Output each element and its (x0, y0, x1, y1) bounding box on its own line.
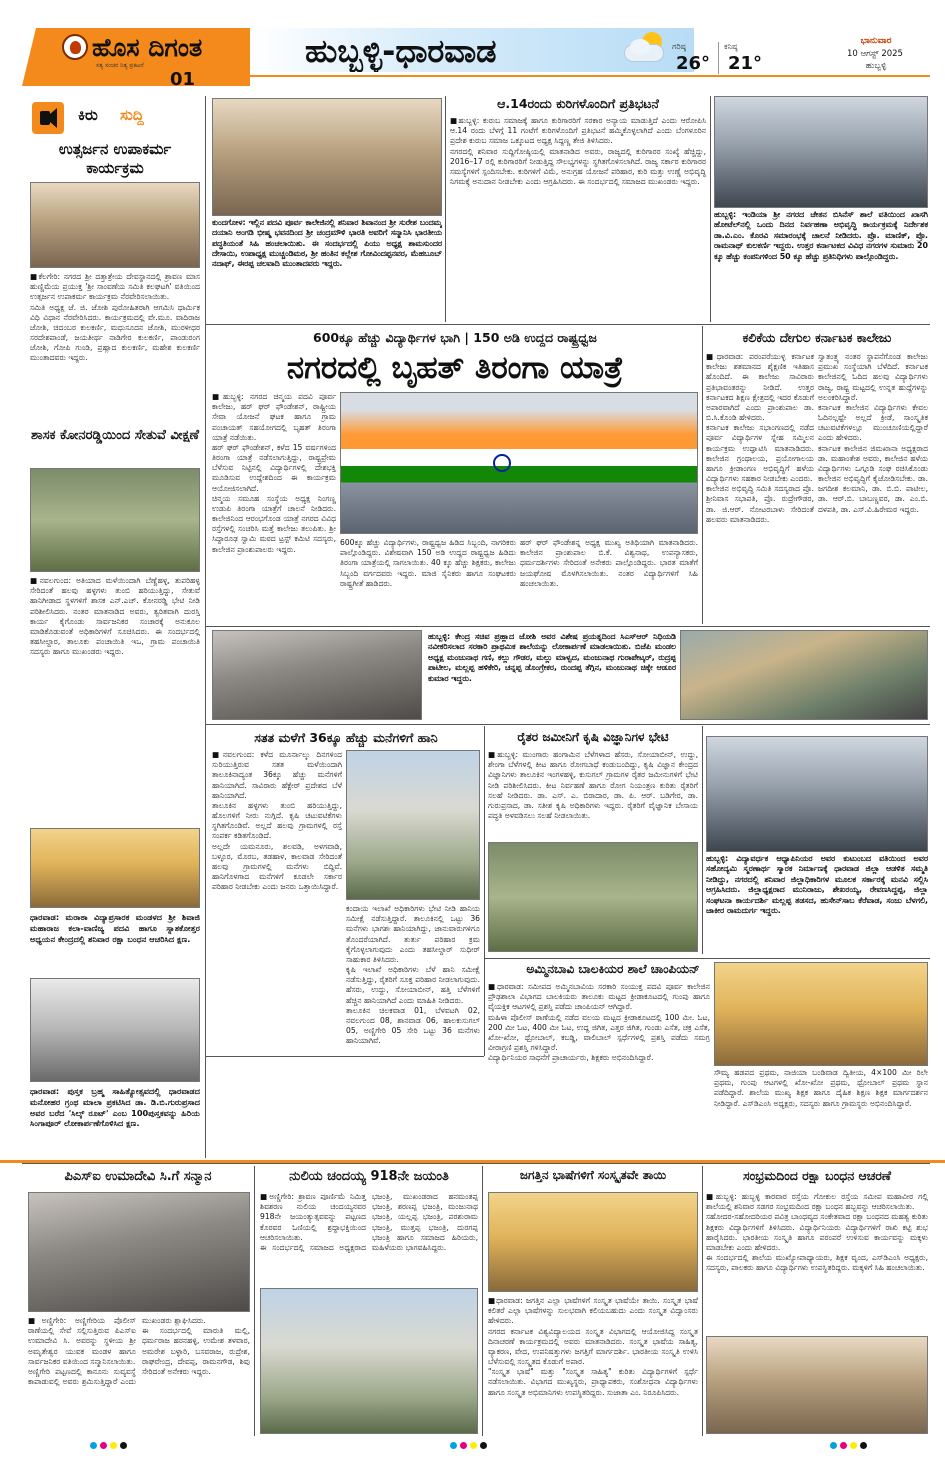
bottom-headline-1: ಪಿಎಸ್‌ಐ ಉಮಾದೇವಿ ಸಿ.ಗೆ ಸನ್ಮಾನ (64, 1169, 212, 1184)
logo-tagline: ಸತ್ಯ ಸಂಚರ ನಿತ್ಯ ಪ್ರಕಟನೆ (96, 62, 144, 69)
left-headline-2: ಶಾಸಕ ಕೋನರಡ್ಡಿಯಿಂದ ಸೇತುವೆ ವೀಕ್ಷಣೆ (30, 428, 200, 443)
weather-cloud-icon (620, 30, 670, 66)
photo-upakarma (30, 182, 200, 268)
logo-block (22, 28, 250, 86)
photo-memorial-petition (706, 736, 928, 852)
caption-school: ಹುಬ್ಬಳ್ಳಿ: ಕೇಂದ್ರ ಸಚಿವ ಪ್ರಹ್ಲಾದ ಜೋಶಿ ಅವರ ವಿಶೇಷ ಪ್ರಯತ್ನದಿಂದ ಸಿಎಸ್‌ಆರ್ ನಿಧಿಯಡಿ ನವೀಕರಿಸಲಾದ ಸರಕಾರಿ ಪ್ರಾಥಮಿಕ ಶಾಲೆಯನ್ನು ಲೋಕಾರ್ಪಣೆ ಮಾಡಲಾಯಿತು. ಬಿಜೆಪಿ ಮಂಡಲ ಅಧ್ಯಕ್ಷ ಮಂಜುನಾಥ ಗಣಿ, ಕಲ್ಲು ಗೌಡರ, ಮಲ್ಲು ಮಾಳ್ವದ, ಮಂಜುನಾಥ ಗುರಾಪೇಟ್ಕರ್, ರುದ್ರಪ್ಪ ಪಾಟೀಲ, ಮಲ್ಲಪ್ಪ ಹಳಿಕೇರಿ, ಚನ್ನಪ್ಪ ಡೊಂಗ್ರೇಕರ, ರುಂದಪ್ಪ ತೆಗ್ಗಿನ, ಮಂಜುನಾಥ ಚಿಕ್ಕೇ ಆಡೂರ ಕುಮಾರ ಇದ್ದರು. (428, 632, 676, 683)
photo-kundgol (212, 98, 442, 216)
male-story-2: ಕಂದಾಯ ಇಲಾಖೆ ಅಧಿಕಾರಿಗಳು ಭೇಟಿ ನೀಡಿ ಹಾನಿಯ ಸಮೀಕ್ಷೆ ನಡೆಸುತ್ತಿದ್ದಾರೆ. ತಾಲೂಕಿನಲ್ಲಿ ಒಟ್ಟು 36 ಮನೆಗಳು ಭಾಗಶಃ ಹಾನಿಯಾಗಿದ್ದು, ಜಾನುವಾರುಗಳಿಗೂ ತೊಂದರೆಯಾಗಿದೆ. ತುರ್ತು ಪರಿಹಾರ ಕ್ರಮ ಕೈಗೊಳ್ಳಲಾಗುವುದು ಎಂದು ತಹಸೀಲ್ದಾರ್ ಸುಧೀರ್ ಸಾಹುಕಾರ ತಿಳಿಸಿದರು. ಕೃಷಿ ಇಲಾಖೆ ಅಧಿಕಾರಿಗಳು ಬೆಳೆ ಹಾನಿ ಸಮೀಕ್ಷೆ ನಡೆಸುತ್ತಿದ್ದು, ರೈತರಿಗೆ ಸೂಕ್ತ ಪರಿಹಾರ ನೀಡಲಾಗುವುದು. ಹೆಸರು, ಉದ್ದು, ಸೋಯಾಬೀನ್, ಹತ್ತಿ ಬೆಳೆಗಳಿಗೆ ಹೆಚ್ಚಿನ ಹಾನಿಯಾಗಿದೆ ಎಂದು ಮಾಹಿತಿ ನೀಡಿದರು. ತಾಲೂಕಿನ ಚಿಲಕವಾಡ 01, ಬೆಳವಟಗಿ 02, ನವಲಗುಂದ 08, ಶಾನವಾಡ 06, ಹಾಲಕುಸುಗಲ್ 05, ಅಣ್ಣಿಗೇರಿ 05 ಸೇರಿ ಒಟ್ಟು 36 ಮನೆಗಳು ಹಾನಿಯಾಗಿವೆ. (346, 904, 480, 1046)
issue-day: ಭಾನುವಾರ (860, 36, 892, 46)
temp-min: 21° (728, 53, 763, 74)
amm-story-2: ಸೌಮ್ಯ ಹಡಪದ ಪ್ರಥಮ, ನಾಜಿಯಾ ಬಂಡಿವಾಡ ದ್ವಿತೀಯ, 4×100 ಮೀ ರಿಲೇ ಪ್ರಥಮ, ಗುಂಪು ಆಟಗಳಲ್ಲಿ ಖೋ-ಖೋ ಪ್ರಥಮ, ಥ್ರೋಬಾಲ್ ಪ್ರಥಮ ಸ್ಥಾನ ಪಡೆದಿದ್ದಾರೆ. ಶಾಲೆಯ ಮುಖ್ಯ ಶಿಕ್ಷಕ ಹಾಗೂ ದೈಹಿಕ ಶಿಕ್ಷಣ ಶಿಕ್ಷಕ ಮಾರ್ಗದರ್ಶನ ನೀಡಿದ್ದಾರೆ. ಎಸ್‌ಡಿಎಂಸಿ ಅಧ್ಯಕ್ಷರು, ಸದಸ್ಯರು ಹಾಗೂ ಗ್ರಾಮಸ್ಥರು ಅಭಿನಂದಿಸಿದ್ದಾರೆ. (714, 1068, 928, 1108)
left-caption-2: ಧಾರವಾಡ: ಪುಸ್ತಕ ಬ್ರಹ್ಮ ಸಾಹಿತ್ಯೋತ್ಸವದಲ್ಲಿ ಧಾರವಾಡದ ಮನೋಹರ ಗ್ರಂಥ ಮಾಲಾ ಪ್ರಕಟಿಸಿದ ಡಾ. ಡಿ.ಬಿ.ಗುರುಪ್ರಸಾದ ಅವರ ಬರೆದ 'ಸಿಲ್ಕ್ ರೂಟ್' ಎಂಬ 100ಪುಸ್ತಕವನ್ನು ಹಿರಿಯ ಸಿಂಗಾಪೂರ್ ಲೋಕಾರ್ಪಣೆಗೊಳಿಸಿದ ಕ್ಷಣ. (30, 1086, 200, 1129)
left-headline-1: ಉತ್ಸರ್ಜನ ಉಪಾಕರ್ಮ ಕಾರ್ಯಕ್ರಮ (58, 140, 172, 177)
photo-tiranga-rally (340, 392, 698, 534)
registration-marks-center (450, 1442, 487, 1449)
registration-marks-left (90, 1442, 127, 1449)
kalikeya-story-1: ■ಧಾರವಾಡ: ಪರಂಪರೆಯುಳ್ಳ ಕರ್ನಾಟಕ ಕಾಲೇಜು ಶತಮಾನದ ಶೈಕ್ಷಣಿಕ ಇತಿಹಾಸ ಹೊಂದಿದೆ. ಈ ಕಾಲೇಜು ಸಾವಿರಾರು ಪ್ರತಿಭಾವಂತರನ್ನು ನೀಡಿದೆ. ಉತ್ತರ ಕರ್ನಾಟಕದ ಶಿಕ್ಷಣ ಕ್ಷೇತ್ರದಲ್ಲಿ ಇದರ ಕೊಡುಗೆ ಅಪಾರವಾಗಿದೆ ಎಂದು ಪ್ರಾಂಶುಪಾಲ ಡಾ. ಬಿ.ಸಿ.ಕೊಂಡಿ ಹೇಳಿದರು. ಕರ್ನಾಟಕ ಕಾಲೇಜು ಸಭಾಂಗಣದಲ್ಲಿ ನಡೆದ ಪೂರ್ವ ವಿದ್ಯಾರ್ಥಿಗಳ ಸ್ನೇಹ ಸಮ್ಮಿಲನ ಕಾರ್ಯಕ್ರಮ ಉದ್ಘಾಟಿಸಿ ಮಾತನಾಡಿದರು. ಕಾಲೇಜಿನ ಗ್ರಂಥಾಲಯ, ಪ್ರಯೋಗಾಲಯ ಹಾಗೂ ಕ್ರೀಡಾಂಗಣ ಅಭಿವೃದ್ಧಿಗೆ ಹಳೆಯ ವಿದ್ಯಾರ್ಥಿಗಳು ಸಹಕಾರ ನೀಡಬೇಕು ಎಂದರು. ಕಾಲೇಜಿನ ಅಭಿವೃದ್ಧಿ ಸಮಿತಿ ಸದಸ್ಯರಾದ ಪ್ರೊ. ಶ್ರೀನಿವಾಸ ಸಭಾಪತಿ, ಪ್ರೊ. ರುದ್ರೇಗೌಡರ, ಡಾ. ಜಿ.ಆರ್. ನೋಟರಬಾಳು ಸೇರಿದಂತೆ ಹಲವರು ಮಾತನಾಡಿದರು. (706, 352, 814, 524)
kalikeya-story-2: ಸ್ವಾತಂತ್ರ್ಯ ನಂತರ ಸ್ಥಾಪನೆಗೊಂಡ ಕಾಲೇಜು ಪ್ರಮುಖ ಸಂಸ್ಥೆಯಾಗಿ ಬೆಳೆದಿದೆ. ಕರ್ನಾಟಕ ಕಾಲೇಜಿನಲ್ಲಿ ಓದಿದ ಹಲವು ವಿದ್ಯಾರ್ಥಿಗಳು ರಾಜ್ಯ, ರಾಷ್ಟ್ರ ಮಟ್ಟದಲ್ಲಿ ಉನ್ನತ ಹುದ್ದೆಗಳನ್ನು ಅಲಂಕರಿಸಿದ್ದಾರೆ. ಕರ್ನಾಟಕ ಕಾಲೇಜಿನ ವಿದ್ಯಾರ್ಥಿಗಳು ಕೇವಲ ಓದಿನಲ್ಲಷ್ಟೇ ಅಲ್ಲದೆ ಕ್ರೀಡೆ, ಸಾಂಸ್ಕೃತಿಕ ಚಟುವಟಿಕೆಗಳಲ್ಲೂ ಮುಂಚೂಣಿಯಲ್ಲಿದ್ದಾರೆ ಎಂದು ಹೇಳಿದರು. ಕರ್ನಾಟಕ ಕಾಲೇಜಿನ ಜಿಮಖಾನಾ ಅಧ್ಯಕ್ಷರಾದ ಡಾ. ಮಹಾಂತೇಶ ಅವರು, ಕಾಲೇಜಿನ ಹಳೆಯ ವಿದ್ಯಾರ್ಥಿಗಳು ಒಗ್ಗೂಡಿ ಸಂಘ ರಚಿಸಿಕೊಂಡು ಕಾಲೇಜಿನ ಅಭಿವೃದ್ಧಿಗೆ ಕೈಜೋಡಿಸಬೇಕು. ಡಾ. ಜಗದೀಶ ಕಲಮಾನಿ, ಡಾ. ಬಿ.ಬಿ. ಪಾಟೀಲ, ಡಾ. ಆರ್.ಬಿ. ಬಾಬಣ್ಣವರ, ಡಾ. ಎಂ.ಬಿ. ದಳಪತಿ, ಡಾ. ಎಸ್.ವಿ.ಹಿರೇಮಠ ಇದ್ದರು. (818, 352, 928, 514)
kirusuddi-label2: ಸುದ್ದಿ (120, 106, 144, 124)
kirusuddi-tag (28, 98, 198, 138)
photo-bridge (30, 468, 200, 572)
photo-sports-girls (714, 962, 928, 1066)
bottom-story-4: ■ಹುಬ್ಬಳ್ಳಿ: ಹುಬ್ಬಳ್ಳಿ ಕಾರವಾರ ರಸ್ತೆಯ ಗೋಕುಲ ರಸ್ತೆಯ ಸಮೀಪ ಮಹಾವೀರ ಗಲ್ಲಿ ಶಾಲೆಯಲ್ಲಿ ಶನಿವಾರ ಸಡಗರ ಸಂಭ್ರಮದಿಂದ ರಕ್ಷಾ ಬಂಧನ ಹಬ್ಬವನ್ನು ಆಚರಿಸಲಾಯಿತು. ಸಹೋದರ-ಸಹೋದರಿಯರ ಪವಿತ್ರ ಬಾಂಧವ್ಯದ ಸಂಕೇತವಾದ ರಕ್ಷಾ ಬಂಧನದ ಮಹತ್ವ ಕುರಿತು ಶಿಕ್ಷಕರು ವಿದ್ಯಾರ್ಥಿಗಳಿಗೆ ತಿಳಿಸಿದರು. ವಿದ್ಯಾರ್ಥಿನಿಯರು ವಿದ್ಯಾರ್ಥಿಗಳಿಗೆ ರಾಖಿ ಕಟ್ಟಿ ಶುಭ ಹಾರೈಸಿದರು. ಭಾರತೀಯ ಸಂಸ್ಕೃತಿ ಹಾಗೂ ಪರಂಪರೆ ಉಳಿಸುವ ಕಾರ್ಯವನ್ನು ಮಕ್ಕಳು ಮಾಡಬೇಕು ಎಂದು ಹೇಳಿದರು. ಈ ಸಂದರ್ಭದಲ್ಲಿ ಶಾಲೆಯ ಮುಖ್ಯೋಪಾಧ್ಯಾಯರು, ಶಿಕ್ಷಕ ವೃಂದ, ಎಸ್‌ಡಿಎಂಸಿ ಅಧ್ಯಕ್ಷರು, ಸದಸ್ಯರು, ಪಾಲಕರು ಹಾಗೂ ವಿದ್ಯಾರ್ಥಿಗಳು ಉಪಸ್ಥಿತರಿದ್ದರು. ಮಕ್ಕಳಿಗೆ ಸಿಹಿ ಹಂಚಲಾಯಿತು. (706, 1192, 928, 1273)
photo-classroom (212, 630, 422, 720)
page-number: 01 (170, 69, 196, 86)
registration-marks-right (830, 1442, 867, 1449)
speaker-icon (32, 102, 64, 134)
caption-business-school: ಹುಬ್ಬಳ್ಳಿ: ಇಂಡಿಯಾ ಶ್ರೀ ನಗರದ ಚೇತನ ಬಿಸಿನೆಸ್ ಶಾಲೆ ವತಿಯಿಂದ ಖಾಸಗಿ ಹೋಟೆಲ್‌ನಲ್ಲಿ ಒಂದು ದಿನದ ನಿರ್ವಹಣಾ ಅಭಿವೃದ್ಧಿ ಕಾರ್ಯಕ್ರಮಕ್ಕೆ ನಿರ್ದೇಶಕ ಡಾ.ವಿ.ಎಂ. ಕೊರವಿ ಸಮಾರಂಭಕ್ಕೆ ಚಾಲನೆ ನೀಡಿದರು. ಪ್ರೊ. ಮಾಣಿಕ್, ಪ್ರೊ. ರಾಮನಾಥ್ ಕುಲಕರ್ಣಿ ಇದ್ದರು. ಉತ್ತರ ಕರ್ನಾಟಕದ ವಿವಿಧ ನಗರಗಳ ಸುಮಾರು 20 ಕ್ಕೂ ಹೆಚ್ಚು ಕಂಪನಿಗಳಿಂದ 50 ಕ್ಕೂ ಹೆಚ್ಚು ಪ್ರತಿನಿಧಿಗಳು ಪಾಲ್ಗೊಂಡಿದ್ದರು. (714, 210, 928, 261)
male-story-1: ■ನವಲಗುಂದ: ಕಳೆದ ಮೂರ್ನಾಲ್ಕು ದಿನಗಳಿಂದ ಸುರಿಯುತ್ತಿರುವ ಸತತ ಮಳೆಯಿಂದಾಗಿ ತಾಲೂಕಿನಾದ್ಯಂತ 36ಕ್ಕೂ ಹೆಚ್ಚು ಮನೆಗಳಿಗೆ ಹಾನಿಯಾಗಿದೆ. ಸಾವಿರಾರು ಹೆಕ್ಟೇರ್ ಪ್ರದೇಶದ ಬೆಳೆ ಹಾನಿಯಾಗಿದೆ. ತಾಲೂಕಿನ ಹಳ್ಳಗಳು ತುಂಬಿ ಹರಿಯುತ್ತಿದ್ದು, ಹೊಲಗಳಿಗೆ ನೀರು ನುಗ್ಗಿದೆ. ಕೃಷಿ ಚಟುವಟಿಕೆಗಳು ಸ್ಥಗಿತಗೊಂಡಿವೆ. ಅಲ್ಲದೆ ಹಲವು ಗ್ರಾಮಗಳಲ್ಲಿ ರಸ್ತೆ ಸಂಪರ್ಕ ಕಡಿತಗೊಂಡಿದೆ. ಅಲ್ಲದೇ ಯಮನೂರು, ಶಲವಡಿ, ಅಳಗವಾಡಿ, ಬಳ್ಳೂರ, ಮೊರಬ, ತಡಹಾಳ, ಕಾಲವಾಡ ಸೇರಿದಂತೆ ಹಲವು ಗ್ರಾಮಗಳಲ್ಲಿ ಮನೆಗಳು ಬಿದ್ದಿವೆ. ಹಾನಿಗೊಳಗಾದ ಮನೆಗಳಿಗೆ ಕೂಡಲೇ ಸರ್ಕಾರ ಪರಿಹಾರ ನೀಡಬೇಕು ಎಂದು ಜನರು ಒತ್ತಾಯಿಸಿದ್ದಾರೆ. (212, 750, 342, 892)
photo-rain-street (346, 750, 480, 900)
bottom-story-3: ■ಧಾರವಾಡ: ಜಗತ್ತಿನ ಎಲ್ಲಾ ಭಾಷೆಗಳಿಗೆ ಸಂಸ್ಕೃತ ಭಾಷೆಯೇ ತಾಯಿ. ಸಂಸ್ಕೃತ ಭಾಷೆ ಕಲಿತರೆ ಎಲ್ಲಾ ಭಾಷೆಗಳನ್ನು ಸುಲಭವಾಗಿ ಕಲಿಯಬಹುದು ಎಂದು ಸಂಸ್ಕೃತ ವಿದ್ವಾಂಸರು ಹೇಳಿದರು. ನಗರದ ಕರ್ನಾಟಕ ವಿಶ್ವವಿದ್ಯಾಲಯದ ಸಂಸ್ಕೃತ ವಿಭಾಗದಲ್ಲಿ ಆಯೋಜಿಸಿದ್ದ ಸಂಸ್ಕೃತ ದಿನಾಚರಣೆ ಕಾರ್ಯಕ್ರಮದಲ್ಲಿ ಅವರು ಮಾತನಾಡಿದರು. ಸಂಸ್ಕೃತ ಭಾಷೆಯ ಸಾಹಿತ್ಯ, ವ್ಯಾಕರಣ, ವೇದ, ಉಪನಿಷತ್ತುಗಳು ಜಗತ್ತಿಗೆ ಮಾರ್ಗದರ್ಶಿ. ಭಾರತೀಯ ಸಂಸ್ಕೃತಿ ಉಳಿಸಿ ಬೆಳೆಸುವಲ್ಲಿ ಸಂಸ್ಕೃತದ ಕೊಡುಗೆ ಅಪಾರ. "ಸಂಸ್ಕೃತ ಭಾಷೆ" ಮತ್ತು "ಸಂಸ್ಕೃತ ಸಾಹಿತ್ಯ" ಕುರಿತು ವಿದ್ಯಾರ್ಥಿಗಳಿಗೆ ಸ್ಪರ್ಧೆ ನಡೆಸಲಾಯಿತು. ವಿಭಾಗದ ಮುಖ್ಯಸ್ಥರು, ಪ್ರಾಧ್ಯಾಪಕರು, ಸಂಶೋಧನಾ ವಿದ್ಯಾರ್ಥಿಗಳು ಹಾಗೂ ಸಂಸ್ಕೃತ ಅಭಿಮಾನಿಗಳು ಉಪಸ್ಥಿತರಿದ್ದರು. ಸುಜಾತಾ ಎಂ. ನಿರೂಪಿಸಿದರು. (488, 1296, 698, 1397)
photo-book-release (30, 978, 200, 1082)
temp-min-label: ಕನಿಷ್ಠ (724, 42, 738, 51)
edition-title: ಹುಬ್ಬಳ್ಳಿ-ಧಾರವಾಡ (305, 32, 497, 70)
tiranga-story-3: ಹರ್ ಘರ್ ಫೌಂಡೇಶನ್ನ ಅಧ್ಯಕ್ಷ ಮುಖ್ಯ ಅತಿಥಿಯಾಗಿ ಮಾತನಾಡಿದರು. ಕಾಲೇಜಿನ ಪ್ರಾಂಶುಪಾಲ ಬಿ.ಕೆ. ವಿಶ್ವನಾಥ, ಉಪನ್ಯಾಸಕರು, ಧರ್ಮದರ್ಶಿಗಳು ಸೇರಿದಂತೆ ಅನೇಕರು ಪಾಲ್ಗೊಂಡಿದ್ದರು. ಭಾರತ ಮಾತೆಗೆ ಜಯಘೋಷ ಮೊಳಗಿಸಲಾಯಿತು. ನಂತರ ವಿದ್ಯಾರ್ಥಿಗಳಿಗೆ ಸಿಹಿ ಹಂಚಲಾಯಿತು. (520, 538, 698, 588)
kalikeya-headline: ಕಲಿಕೆಯ ದೇಗುಲ ಕರ್ನಾಟಕ ಕಾಲೇಜು (742, 330, 892, 345)
male-headline: ಸತತ ಮಳೆಗೆ 36ಕ್ಕೂ ಹೆಚ್ಚು ಮನೆಗಳಿಗೆ ಹಾನಿ (254, 730, 438, 745)
masthead-rule (250, 75, 930, 77)
photo-sanskrit-day (488, 1192, 698, 1292)
photo-rakhi-school (706, 1336, 928, 1434)
bottom-headline-3: ಜಗತ್ತಿನ ಭಾಷೆಗಳಿಗೆ ಸಂಸ್ಕೃತವೇ ತಾಯಿ (519, 1168, 667, 1182)
bottom-headline-4: ಸಂಭ್ರಮದಿಂದ ರಕ್ಷಾ ಬಂಧನ ಆಚರಣೆ (742, 1168, 891, 1183)
caption-memorial: ಹುಬ್ಬಳ್ಳಿ: ವಿದ್ಯಾವರ್ಧಕ ಆಧ್ಯಾಪಿನಿಯರ ಅವರ ಕುಟುಂಬದ ವತಿಯಿಂದ ಅವರ ಸಹೋದ್ಯಮಿ ಸ್ಮರಣಾರ್ಥ ಸ್ಮಾರಕ ನಿರ್ಮಾಣಕ್ಕೆ ಧಾರವಾಡ ಜಿಲ್ಲಾ ಆಡಳಿತ ಸಮ್ಮತಿ ನೀಡಿದ್ದು, ನಗರದಲ್ಲಿ ಶನಿವಾರ ಜಿಲ್ಲಾಧಿಕಾರಿಗಳ ಮೂಲಕ ಸರ್ಕಾರಕ್ಕೆ ಮನವಿ ಸಲ್ಲಿಸಿ ಆಗ್ರಹಿಸಿದರು. ಜಿಲ್ಲಾಧ್ಯಕ್ಷರಾದ ಮುನಿರಾಜು, ಶೇಖರಯ್ಯ, ರೇವಣಸಿದ್ದಪ್ಪ, ಜಿಲ್ಲಾ ಸಂಘಟನಾ ಕಾರ್ಯದರ್ಶಿ ಮಲ್ಲಪ್ಪ ತಡಸದ, ಹುಸೇನ್‌ಸಾಬ ಕೆರೆವಾಡ, ಸಂಜು ಬೆಳಗಲಿ, ಜಾಕೀರ ರಾಮದುರ್ಗ ಇದ್ದರು. (706, 854, 928, 916)
story-kuri: ■ಹುಬ್ಬಳ್ಳಿ: ಕುರುಬ ಸಮಾಜಕ್ಕೆ ಹಾಗೂ ಕುರಿಗಾರರಿಗೆ ಸರಕಾರ ಅನ್ಯಾಯ ಮಾಡುತ್ತಿದೆ ಎಂದು ಆರೋಪಿಸಿ ಆ.14 ರಂದು ಬೆಳಗ್ಗೆ 11 ಗಂಟೆಗೆ ಕುರಿಗಳೊಂದಿಗೆ ಪ್ರತಿಭಟನೆ ಹಮ್ಮಿಕೊಳ್ಳಲಾಗಿದೆ ಎಂದು ಬೆಂಗಳೂರಿನ ಪ್ರದೇಶ ಕುರುಬ ಸಮಾಜ ಒಕ್ಕೂಟದ ಅಧ್ಯಕ್ಷ ಸಿದ್ದಣ್ಣ ತೇಜಿ ತಿಳಿಸಿದರು. ನಗರದಲ್ಲಿ ಶನಿವಾರ ಸುದ್ದಿಗೋಷ್ಠಿಯಲ್ಲಿ ಮಾತನಾಡಿದ ಅವರು, ರಾಜ್ಯದಲ್ಲಿ ಕುರಿಗಾರರ ಸಂಖ್ಯೆ ಹೆಚ್ಚಿದ್ದು, 2016–17 ರಲ್ಲಿ ಕುರಿಗಾರರಿಗೆ ನೀಡುತ್ತಿದ್ದ ಸೌಲಭ್ಯಗಳನ್ನು ಸ್ಥಗಿತಗೊಳಿಸಲಾಗಿದೆ. ರಾಜ್ಯ ಸರ್ಕಾರ ಕುರಿಗಾರರ ಸಮಸ್ಯೆಗಳಿಗೆ ಸ್ಪಂದಿಸಬೇಕು. ಕುರಿಗಳಿಗೆ ವಿಮೆ, ಅನುಗ್ರಹ ಯೋಜನೆ ಪರಿಹಾರ, ಕುರಿ ಮತ್ತು ಉಣ್ಣೆ ಅಭಿವೃದ್ಧಿ ನಿಗಮಕ್ಕೆ ಅನುದಾನ ನೀಡಬೇಕು ಎಂದು ಆಗ್ರಹಿಸಿದರು. ಈ ಸಂದರ್ಭದಲ್ಲಿ ಸಮಾಜದ ಮುಖಂಡರು ಇದ್ದರು. (450, 116, 706, 187)
photo-kalikeya-group (680, 630, 928, 720)
issue-city: ಹುಬ್ಬಳ್ಳಿ (865, 61, 887, 71)
photo-farm-visit (488, 842, 698, 952)
raita-story: ■ಹುಬ್ಬಳ್ಳಿ: ಮುಂಗಾರು ಹಂಗಾಮಿನ ಬೆಳೆಗಳಾದ ಹೆಸರು, ಸೋಯಾಬೀನ್, ಉದ್ದು, ಶೇಂಗಾ ಬೆಳೆಗಳಲ್ಲಿ ಕೀಟ ಹಾಗೂ ರೋಗಬಾಧೆ ಕಂಡುಬಂದಿದ್ದು, ಕೃಷಿ ವಿಜ್ಞಾನ ಕೇಂದ್ರದ ವಿಜ್ಞಾನಿಗಳು ತಾಲೂಕಿನ ಇಂಗಳಹಳ್ಳಿ, ಕುಸುಗಲ್ ಗ್ರಾಮಗಳ ರೈತರ ಜಮೀನುಗಳಿಗೆ ಭೇಟಿ ನೀಡಿ ಪರಿಶೀಲಿಸಿದರು. ಕೀಟ ನಿರ್ವಹಣೆ ಹಾಗೂ ರೋಗ ನಿಯಂತ್ರಣ ಕುರಿತು ರೈತರಿಗೆ ಸಲಹೆ ನೀಡಿದರು. ಡಾ. ಎಸ್. ಎ. ಬಿರಾದಾರ, ಡಾ. ಪಿ. ಆರ್. ಬಡಿಗೇರ, ಡಾ. ಗುರುಪ್ರಸಾದ, ಡಾ. ಸತೀಶ ಕೃಷಿ ಅಧಿಕಾರಿಗಳು ಇದ್ದರು. ರೈತರಿಗೆ ವೈಜ್ಞಾನಿಕ ಬೇಸಾಯ ಪದ್ಧತಿ ಅಳವಡಿಸಲು ಸಲಹೆ ನೀಡಲಾಯಿತು. (488, 750, 698, 821)
temp-max: 26° (676, 53, 711, 74)
raita-headline: ರೈತರ ಜಮೀನಿಗೆ ಕೃಷಿ ವಿಜ್ಞಾನಿಗಳ ಭೇಟಿ (517, 730, 669, 744)
headline-kuri: ಆ.14ರಂದು ಕುರಿಗಳೊಂದಿಗೆ ಪ್ರತಿಭಟನೆ (497, 96, 659, 111)
bottom-story-1: ■ಅಣ್ಣಿಗೇರಿ: ಅಣ್ಣಿಗೇರಿಯ ಪೊಲೀಸ್ ಠಾಣೆಯಲ್ಲಿ ಸೇವೆ ಸಲ್ಲಿಸುತ್ತಿರುವ ಪಿಎಸ್‌ಐ ಉಮಾದೇವಿ ಸಿ. ಅವರನ್ನು ಸ್ಥಳೀಯ ಶ್ರೀ ಅಮೃತೇಶ್ವರ ಯುವಕ ಮಂಡಳ ಹಾಗೂ ಸಾರ್ವಜನಿಕರ ವತಿಯಿಂದ ಸನ್ಮಾನಿಸಲಾಯಿತು. ಅಣ್ಣಿಗೇರಿ ಪಟ್ಟಣದಲ್ಲಿ ಕಾನೂನು ಸುವ್ಯವಸ್ಥೆ ಕಾಪಾಡುವಲ್ಲಿ ಅವರು ಶ್ರಮಿಸುತ್ತಿದ್ದಾರೆ ಎಂದು ಮುಖಂಡರು ಶ್ಲಾಘಿಸಿದರು. ಈ ಸಂದರ್ಭದಲ್ಲಿ ಮಾರುತಿ ಮಲ್ಲಿ, ಧರ್ಮರಾಜ ಹರನಹಳ್ಳಿ, ಉಮೇಶ ತಳವಾರ, ಅಮರೇಶ ಬಳ್ಳಾರಿ, ಬಸವರಾಜ, ರುದ್ರೇಶ, ರಾಘವೇಂದ್ರ, ದೇವಪ್ಪ, ರಾಮನಗೌಡ, ಶಿವು ಸೇರಿದಂತೆ ಅನೇಕರು ಇದ್ದರು. (28, 1316, 250, 1387)
caption-kundgol: ಕುಂದಗೋಳ: ಇಲ್ಲಿನ ಪದವಿ ಪೂರ್ವ ಕಾಲೇಜಿನಲ್ಲಿ ಶನಿವಾರ ಶಿವಾನಂದ ಶ್ರೀ ಸುರೇಶ ಬಂದಮ್ಮ ದಯಾನಿ ಅಂಗಡಿ ಭೀಷ್ಮ ಭವನದಿಂದ ಶ್ರೀ ಚಂದ್ರಮೌಳಿ ಭಾರತಿ ಅವರಿಗೆ ಸನ್ಮಾನಿಸಿ ಭಾರತೀಯ ಪದ್ಧತಿಯಂತೆ ಸಿಹಿ ಹಂಚಲಾಯಿತು. ಈ ಸಂದರ್ಭದಲ್ಲಿ ಪಿಯು ಅಧ್ಯಕ್ಷ ಶಾಮಸುಂದರ ದೇಸಾಯಿ, ಉಪಾಧ್ಯಕ್ಷ ಮುಚ್ಚಂಡಿಮಠ, ಶ್ರೀ ಹಂತಿನ ಕಲ್ಲೇಶ ಗೋವಿಂದಪ್ಪನವರ, ಮೆಹಬೂಬ್ ನದಾಫ್, ಈರಪ್ಪ ಚಲವಾದಿ ಮುಂತಾದವರು ಇದ್ದರು. (212, 218, 442, 269)
left-caption-1: ಧಾರವಾಡ: ಮರಾಠಾ ವಿದ್ಯಾಪ್ರಸಾರಕ ಮಂಡಳದ ಶ್ರೀ ಶಿವಾಜಿ ಮಹಾರಾಜ ಕಲಾ-ವಾಣಿಜ್ಯ ಪದವಿ ಹಾಗೂ ಸ್ನಾತಕೋತ್ತರ ಅಧ್ಯಯನ ಕೇಂದ್ರದಲ್ಲಿ ಶನಿವಾರ ರಕ್ಷಾ ಬಂಧನ ಆಚರಿಸಿದ ಕ್ಷಣ. (30, 912, 200, 944)
bottom-story-2: ■ಅಣ್ಣಿಗೇರಿ: ಶ್ರಾವಣ ಪೂರ್ಣಿಮೆ ನಿಮಿತ್ತ ಶಿವಶರಣ ನುಲಿಯ ಚಂದಯ್ಯನವರ 918ನೇ ಜಯಂತ್ಯುತ್ಸವವನ್ನು ಪಟ್ಟಣದ ಕೊರವರ ಓಣಿಯಲ್ಲಿ ಶ್ರದ್ಧಾಭಕ್ತಿಯಿಂದ ಆಚರಿಸಲಾಯಿತು. ಈ ಸಂದರ್ಭದಲ್ಲಿ ಸಮಾಜದ ಅಧ್ಯಕ್ಷರಾದ ಭಜಂತ್ರಿ, ಮುಖಂಡರಾದ ಹನಮಂತಪ್ಪ ಭಜಂತ್ರಿ, ಶರಣಪ್ಪ ಭಜಂತ್ರಿ, ಮಂಜುನಾಥ ಭಜಂತ್ರಿ, ಯಲ್ಲಪ್ಪ ಭಜಂತ್ರಿ, ಪರಶುರಾಮ ಭಜಂತ್ರಿ, ಮುತ್ತಪ್ಪ ಭಜಂತ್ರಿ, ದುರಗಪ್ಪ ಭಜಂತ್ರಿ ಹಾಗೂ ಸಮಾಜದ ಹಿರಿಯರು, ಮಹಿಳೆಯರು ಭಾಗವಹಿಸಿದ್ದರು. (260, 1192, 478, 1252)
photo-business-school (714, 96, 928, 208)
temp-max-label: ಗರಿಷ್ಠ (672, 42, 686, 51)
tiranga-headline: ನಗರದಲ್ಲಿ ಬೃಹತ್ ತಿರಂಗಾ ಯಾತ್ರೆ (286, 350, 624, 386)
ashoka-chakra-icon (493, 454, 511, 472)
amm-story: ■ಧಾರವಾಡ: ಸಮೀಪದ ಅಮ್ಮಿನಬಾವಿಯ ಸರಕಾರಿ ಸಂಯುಕ್ತ ಪದವಿ ಪೂರ್ವ ಕಾಲೇಜಿನ ಪ್ರೌಢಶಾಲಾ ವಿಭಾಗದ ಬಾಲಕಿಯರು ತಾಲೂಕು ಮಟ್ಟದ ಕ್ರೀಡಾಕೂಟದಲ್ಲಿ ಗುಂಪು ಹಾಗೂ ವೈಯಕ್ತಿಕ ಆಟಗಳಲ್ಲಿ ಪ್ರಶಸ್ತಿ ಪಡೆದು ಚಾಂಪಿಯನ್ ಆಗಿದ್ದಾರೆ. ಮಹಿಳಾ ಪೊಲೀಸ್ ಠಾಣೆಯಲ್ಲಿ ನಡೆದ ವಲಯ ಮಟ್ಟದ ಕ್ರೀಡಾಕೂಟದಲ್ಲಿ 100 ಮೀ. ಓಟ, 200 ಮೀ ಓಟ, 400 ಮೀ ಓಟ, ಉದ್ದ ಜಿಗಿತ, ಎತ್ತರ ಜಿಗಿತ, ಗುಂಡು ಎಸೆತ, ಚಕ್ರ ಎಸೆತ, ಖೋ-ಖೋ, ಥ್ರೋಬಾಲ್, ಕಬಡ್ಡಿ, ವಾಲಿಬಾಲ್ ಸ್ಪರ್ಧೆಗಳಲ್ಲಿ ಪ್ರಶಸ್ತಿ ಪಡೆದು ಸಮಗ್ರ ವೀರಾಗ್ರಣಿ ಪ್ರಶಸ್ತಿ ಗಳಿಸಿದ್ದಾರೆ. ವಿದ್ಯಾರ್ಥಿನಿಯರ ಸಾಧನೆಗೆ ಪ್ರಾಚಾರ್ಯರು, ಶಿಕ್ಷಕರು ಅಭಿನಂದಿಸಿದ್ದಾರೆ. (488, 982, 710, 1063)
tiranga-story-2: 600ಕ್ಕೂ ಹೆಚ್ಚು ವಿದ್ಯಾರ್ಥಿಗಳು, ರಾಷ್ಟ್ರಧ್ವಜ ಹಿಡಿದ ಸಿಬ್ಬಂದಿ, ನಾಗರಿಕರು ಪಾಲ್ಗೊಂಡಿದ್ದರು. ವಿಶೇಷವಾಗಿ 150 ಅಡಿ ಉದ್ದದ ರಾಷ್ಟ್ರಧ್ವಜ ಹಿಡಿದು ತಿರಂಗಾ ಯಾತ್ರೆಯಲ್ಲಿ ಸಾಗಲಾಯಿತು. 40 ಕ್ಕೂ ಹೆಚ್ಚು ಶಿಕ್ಷಕರು, ಕಾಲೇಜು ಸಿಬ್ಬಂದಿ ವರ್ಗದವರು ಇದ್ದರು. ಮಾಜಿ ಸೈನಿಕರು ಹಾಗೂ ಸಂಘಟಕರು ರಾಷ್ಟ್ರಗೀತೆ ಹಾಡಿದರು. (340, 538, 516, 588)
photo-psi-honor (28, 1192, 250, 1312)
photo-rakhi-college (30, 828, 200, 908)
masthead (0, 0, 945, 92)
tiranga-kicker: 600ಕ್ಕೂ ಹೆಚ್ಚು ವಿದ್ಯಾರ್ಥಿಗಳ ಭಾಗಿ | 150 ಅಡಿ ಉದ್ದದ ರಾಷ್ಟ್ರಧ್ವಜ (313, 330, 597, 345)
tiranga-story-1: ■ಹುಬ್ಬಳ್ಳಿ: ನಗರದ ಚಿನ್ಮಯ ಪದವಿ ಪೂರ್ವ ಕಾಲೇಜು, ಹರ್ ಘರ್ ಫೌಂಡೇಶನ್, ರಾಷ್ಟ್ರೀಯ ಸೇವಾ ಯೋಜನೆ ಘಟಕ ಹಾಗೂ ಗ್ರಾಮ ಪಂಚಾಯತ್ ಸಹಯೋಗದಲ್ಲಿ ಬೃಹತ್ ತಿರಂಗಾ ಯಾತ್ರೆ ನಡೆಯಿತು. ಹರ್ ಘರ್ ಫೌಂಡೇಶನ್, ಕಳೆದ 15 ವರ್ಷಗಳಿಂದ ತಿರಂಗಾ ಯಾತ್ರೆ ನಡೆಸಲಾಗುತ್ತಿದ್ದು, ರಾಷ್ಟ್ರಪ್ರೇಮ ಬೆಳೆಸುವ ನಿಟ್ಟಿನಲ್ಲಿ ವಿದ್ಯಾರ್ಥಿಗಳಲ್ಲಿ ದೇಶಭಕ್ತಿ ಮೂಡಿಸುವ ಉದ್ದೇಶದಿಂದ ಈ ಕಾರ್ಯಕ್ರಮ ಆಯೋಜಿಸಲಾಗಿದೆ. ಚಿನ್ಮಯ ಸಮೂಹ ಸಂಸ್ಥೆಯ ಅಧ್ಯಕ್ಷ ನಿಂಗಣ್ಣ ಉಡುಪಿ ತಿರಂಗಾ ಯಾತ್ರೆಗೆ ಚಾಲನೆ ನೀಡಿದರು. ಕಾಲೇಜಿನಿಂದ ಆರಂಭಗೊಂಡ ಯಾತ್ರೆ ನಗರದ ವಿವಿಧ ರಸ್ತೆಗಳಲ್ಲಿ ಸಂಚರಿಸಿ ಮತ್ತೆ ಕಾಲೇಜು ತಲುಪಿತು. ಶ್ರೀ ಸಿದ್ಧಾರೂಢ ಸ್ವಾಮಿ ಮಠದ ಟ್ರಸ್ಟ್ ಕಮಿಟಿ ಸದಸ್ಯರು, ಕಾಲೇಜಿನ ಪ್ರಾಂಶುಪಾಲರು ಇದ್ದರು. (212, 392, 336, 554)
bottom-headline-2: ನುಲಿಯ ಚಂದಯ್ಯ 918ನೇ ಜಯಂತಿ (289, 1169, 449, 1184)
left-story-2: ■ನವಲಗುಂದ: ಅತಿಯಾದ ಮಳೆಯಿಂದಾಗಿ ಬೆಣ್ಣೆಹಳ್ಳ, ತುಪರಿಹಳ್ಳ ಸೇರಿದಂತೆ ಹಲವು ಹಳ್ಳಗಳು ತುಂಬಿ ಹರಿಯುತ್ತಿದ್ದು, ಸೇತುವೆ ಹಾನಿಗೀಡಾದ ಸ್ಥಳಗಳಿಗೆ ಶಾಸಕ ಎನ್.ಎಚ್. ಕೋನರಡ್ಡಿ ಭೇಟಿ ನೀಡಿ ಪರಿಶೀಲಿಸಿದರು. ನಂತರ ಮಾತನಾಡಿದ ಅವರು, ತ್ವರಿತವಾಗಿ ದುರಸ್ತಿ ಕಾರ್ಯ ಕೈಗೊಂಡು ಸಾರ್ವಜನಿಕರ ಸಂಚಾರಕ್ಕೆ ಅನುಕೂಲ ಮಾಡಿಕೊಡುವಂತೆ ಅಧಿಕಾರಿಗಳಿಗೆ ಸೂಚಿಸಿದರು. ಈ ಸಂದರ್ಭದಲ್ಲಿ ತಹಸೀಲ್ದಾರ, ತಾಲೂಕು ಪಂಚಾಯಿತಿ ಇಒ, ಗ್ರಾಮ ಪಂಚಾಯಿತಿ ಸದಸ್ಯರು ಹಾಗೂ ಮುಖಂಡರು ಇದ್ದರು. (30, 576, 200, 657)
logo-text: ಹೊಸ ದಿಗಂತ (92, 33, 203, 62)
logo-emblem-icon (62, 34, 88, 60)
issue-date: 10 ಆಗಸ್ಟ್ 2025 (847, 49, 903, 59)
kirusuddi-label: ಕಿರು (78, 106, 98, 124)
amm-headline: ಅಮ್ಮಿನಬಾವಿ ಬಾಲಕಿಯರ ಶಾಲೆ ಚಾಂಪಿಯನ್ (526, 962, 700, 976)
photo-nuliya-jayanti (260, 1288, 478, 1434)
left-story-1: ■ಕೆಲಗೇರಿ: ನಗರದ ಶ್ರೀ ದತ್ತಾತ್ರೇಯ ದೇವಸ್ಥಾನದಲ್ಲಿ ಶ್ರಾವಣ ಮಾಸ ಹುಣ್ಣಿಮೆಯ ಪ್ರಯುಕ್ತ 'ಶ್ರೀ ಸಾಂವಣೆಯ ಸಮಿತಿ ಕಲಘಟಗಿ' ವತಿಯಿಂದ ಉತ್ಸರ್ಜನ ಉಪಾಕರ್ಮ ಕಾರ್ಯಕ್ರಮ ನೆರವೇರಿಸಲಾಯಿತು. ಸಮಿತಿ ಅಧ್ಯಕ್ಷ ಜೆ. ಜಿ. ಜೋಶಿ ಪುರೋಹಿತರಾಗಿ ಆಗಮಿಸಿ ಧಾರ್ಮಿಕ ವಿಧಿ ವಿಧಾನ ನೆರವೇರಿಸಿದರು. ಕಾರ್ಯಕ್ರಮದಲ್ಲಿ ವೇ.ಮೂ. ವಾದಿರಾಜ ಜೋಶಿ, ಚಿದಂಬರ ಕುಲಕರ್ಣಿ, ಮಧುಸೂದನ ಜೋಶಿ, ಮುರಳೀಧರ ಸರದೇಶಪಾಂಡೆ, ಜಯತೀರ್ಥ ನಾಡಿಗೇರ ಕುಲಕರ್ಣಿ, ಪಾಂಡುರಂಗ ಜೋಶಿ, ಗೋಪಿ ಗುಂಡಿ, ಪ್ರಹ್ಲಾದ ಕುಲಕರ್ಣಿ, ಮಹೇಶ ಕುಲಕರ್ಣಿ ಮುಂತಾದವರು ಇದ್ದರು. (30, 272, 200, 363)
